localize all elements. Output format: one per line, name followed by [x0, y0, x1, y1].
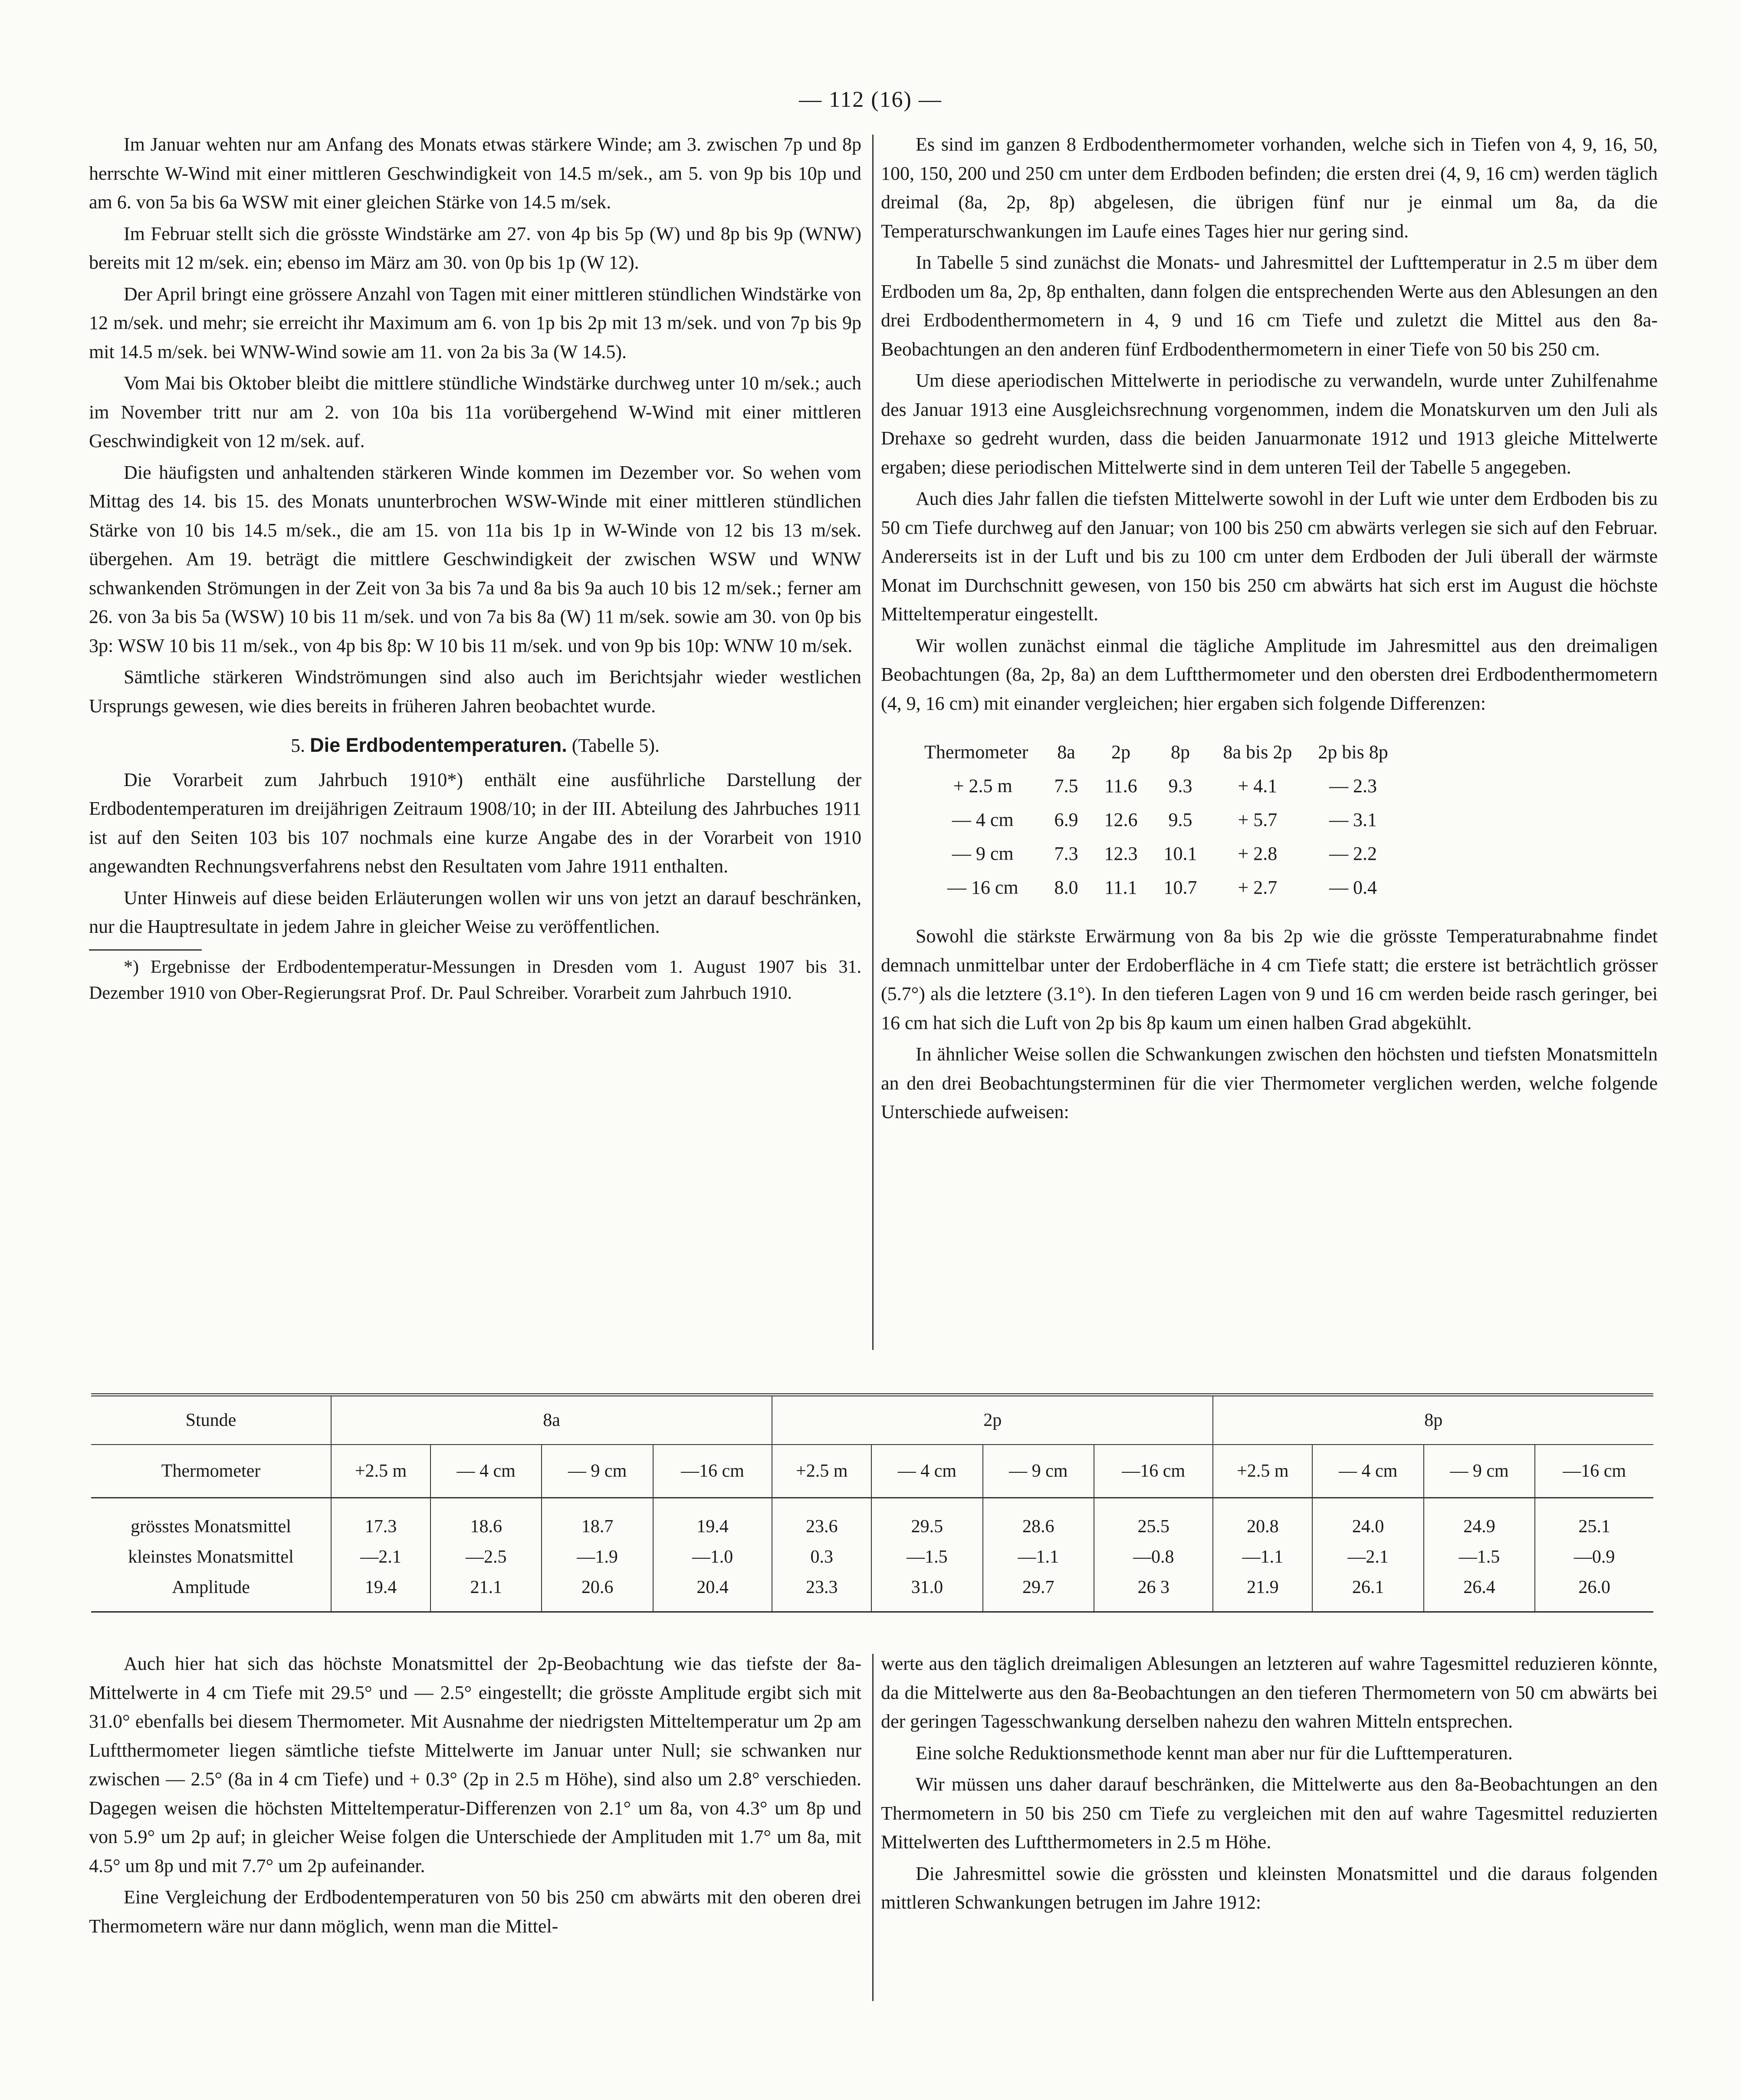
column-header: —16 cm	[1094, 1445, 1213, 1498]
table-header-row	[924, 735, 1401, 769]
table-header-cell: 2p bis 8p	[1318, 741, 1388, 763]
column-header: +2.5 m	[772, 1445, 871, 1498]
group-header: 2p	[772, 1396, 1213, 1445]
paragraph: Eine Vergleichung der Erdbodentemperaturen von 50 bis 250 cm abwärts mit den oberen drei Thermometern wäre nur dann möglich, wenn man die Mittel-	[89, 1886, 861, 1937]
paragraph: Im Februar stellt sich die grösste Windstärke am 27. von 4p bis 5p (W) und 8p bis 9p (WNW) bereits mit 12 m/sek. ein; ebenso im März am 30. von 0p bis 1p (W 12).	[89, 223, 861, 273]
table-cell: 12.3	[1104, 843, 1138, 864]
table-cell: 9.5	[1168, 809, 1192, 830]
table-cell: 0.3	[772, 1542, 871, 1572]
table-cell: 8.0	[1054, 877, 1078, 898]
table-cell: 18.6	[430, 1498, 542, 1542]
column-header: — 4 cm	[871, 1445, 982, 1498]
table-cell: + 4.1	[1238, 775, 1278, 797]
section-title: Die Erdbodentemperaturen.	[310, 734, 567, 756]
table-cell: 20.4	[653, 1572, 772, 1611]
column-header: — 9 cm	[1424, 1445, 1535, 1498]
paragraph: Um diese aperiodischen Mittelwerte in periodische zu verwandeln, wurde unter Zuhilfenahme des Januar 1913 eine Ausgleichsrechnung vorgenommen, indem die Monatskurven um den Juli als Drehaxe so gedreht wurden, dass die beiden Januarmonate 1912 und 1913 gleiche Mittelwerte ergaben; diese periodischen Mittelwerte sind in dem unteren Teil der Tabelle 5 angegeben.	[881, 370, 1658, 478]
table-cell: 21.9	[1213, 1572, 1312, 1611]
table-cell: 26.0	[1535, 1572, 1653, 1611]
column-header: — 4 cm	[430, 1445, 542, 1498]
table-cell: 11.1	[1104, 877, 1137, 898]
table-cell: — 4 cm	[952, 809, 1014, 830]
table-cell: — 9 cm	[952, 843, 1014, 864]
paragraph: Auch hier hat sich das höchste Monatsmittel der 2p-Beobachtung wie das tiefste der 8a-Mittelwerte in 4 cm Tiefe mit 29.5° und — 2.5° eingestellt; die grösste Amplitude ergibt sich mit 31.0° ebenfalls bei diesem Thermometer. Mit Ausnahme der niedrigsten Mitteltemperatur um 2p am Luftthermometer liegen sämtliche tiefste Mittelwerte im Januar unter Null; sie schwanken nur zwischen — 2.5° (8a in 4 cm Tiefe) und + 0.3° (2p in 2.5 m Höhe), sind also um 2.8° verschieden. Dagegen weisen die höchsten Mitteltemperatur-Differenzen von 2.1° um 8a, von 4.3° um 8p und von 5.9° um 2p auf; in gleicher Weise folgen die Unterschiede der Amplituden mit 1.7° um 8a, mit 4.5° um 8p und mit 7.7° um 2p aufeinander.	[89, 1653, 861, 1876]
table-cell: — 0.4	[1329, 877, 1377, 898]
table-cell: + 2.8	[1238, 843, 1278, 864]
paragraph: Die Vorarbeit zum Jahrbuch 1910*) enthält eine ausführliche Darstellung der Erdbodentemperaturen im dreijährigen Zeitraum 1908/10; in der III. Abteilung des Jahrbuches 1911 ist auf den Seiten 103 bis 107 nochmals eine kurze Angabe des in der Vorarbeit von 1910 angewandten Rechnungsverfahrens nebst den Resultaten vom Jahre 1911 enthalten.	[89, 769, 861, 877]
table-row	[924, 803, 1401, 837]
table-cell: —2.1	[1312, 1542, 1423, 1572]
table-cell: 29.5	[871, 1498, 982, 1542]
table-cell: — 16 cm	[947, 877, 1018, 898]
paragraph: Eine solche Reduktionsmethode kennt man aber nur für die Lufttemperaturen.	[916, 1742, 1513, 1764]
table-cell: 19.4	[653, 1498, 772, 1542]
table-header-cell: 8p	[1170, 741, 1190, 763]
table-cell: — 2.2	[1329, 843, 1377, 864]
section-heading	[89, 731, 861, 760]
amplitude-table	[91, 1396, 1653, 1611]
column-header: +2.5 m	[331, 1445, 430, 1498]
table-row	[924, 837, 1401, 871]
table-header-cell: Thermometer	[924, 741, 1028, 763]
table-cell: 7.5	[1054, 775, 1078, 797]
row-label: Amplitude	[172, 1577, 250, 1597]
table-cell: 12.6	[1104, 809, 1138, 830]
table-cell: + 2.7	[1238, 877, 1278, 898]
table-cell: — 3.1	[1329, 809, 1377, 830]
page-number: — 112 (16) —	[799, 87, 942, 112]
table-cell: —1.9	[542, 1542, 653, 1572]
table-row	[924, 769, 1401, 803]
section-number: 5.	[291, 735, 305, 756]
paragraph: Die häufigsten und anhaltenden stärkeren Winde kommen im Dezember vor. So wehen vom Mittag des 14. bis 15. des Monats ununterbrochen WSW-Winde mit einer mittleren stündlichen Stärke von 10 bis 14.5 m/sek., die am 15. von 11a bis 1p in W-Winde von 12 bis 13 m/sek. übergehen. Am 19. beträgt die mittlere Geschwindigkeit der zwischen WSW und WNW schwankenden Strömungen in der Zeit von 3a bis 7a und 8a bis 9a auch 10 bis 12 m/sek.; ferner am 26. von 3a bis 5a (WSW) 10 bis 11 m/sek. und von 7a bis 8a (W) 11 m/sek. sowie am 30. von 0p bis 3p: WSW 10 bis 11 m/sek., von 4p bis 8p: W 10 bis 11 m/sek. und von 9p bis 10p: WNW 10 m/sek.	[89, 461, 861, 656]
table-cell: 23.3	[772, 1572, 871, 1611]
paragraph: Wir müssen uns daher darauf beschränken, die Mittelwerte aus den 8a-Beobachtungen an den Thermometern in 50 bis 250 cm Tiefe zu vergleichen mit den auf wahre Tagesmittel reduzierten Mittelwerten des Luftthermometers in 2.5 m Höhe.	[881, 1774, 1658, 1853]
table-header-cell: 8a bis 2p	[1223, 741, 1292, 763]
table-cell: 29.7	[983, 1572, 1094, 1611]
column-header: —16 cm	[1535, 1445, 1653, 1498]
column-header: — 9 cm	[983, 1445, 1094, 1498]
section-ref: (Tabelle 5).	[572, 735, 660, 756]
table-cell: + 5.7	[1238, 809, 1278, 830]
table-row	[91, 1498, 1653, 1542]
table-cell: 17.3	[331, 1498, 430, 1542]
table-cell: 19.4	[331, 1572, 430, 1611]
table-cell: 7.3	[1054, 843, 1078, 864]
paragraph: Sowohl die stärkste Erwärmung von 8a bis 2p wie die grösste Temperaturabnahme findet demnach unmittelbar unter der Erdoberfläche in 4 cm Tiefe statt; die erstere ist beträchtlich grösser (5.7°) als die letztere (3.1°). In den tieferen Lagen von 9 und 16 cm werden beide rasch geringer, bei 16 cm hat sich die Luft von 2p bis 8p kaum um einen halben Grad abgekühlt.	[881, 925, 1658, 1034]
table-cell: 24.9	[1424, 1498, 1535, 1542]
stunde-label: Stunde	[91, 1396, 331, 1445]
table-cell: 31.0	[871, 1572, 982, 1611]
paragraph: Unter Hinweis auf diese beiden Erläuterungen wollen wir uns von jetzt an darauf beschränken, nur die Hauptresultate in jedem Jahre in gleicher Weise zu veröffentlichen.	[89, 887, 861, 937]
table-cell: 18.7	[542, 1498, 653, 1542]
table-cell: —0.9	[1535, 1542, 1653, 1572]
table-cell: —1.5	[1424, 1542, 1535, 1572]
table-cell: 20.6	[542, 1572, 653, 1611]
left-column	[89, 130, 861, 1009]
table-cell: 26 3	[1094, 1572, 1213, 1611]
amplitude-table-wrap	[91, 1393, 1653, 1613]
table-header-cell: 2p	[1111, 741, 1130, 763]
paragraph: Es sind im ganzen 8 Erdbodenthermometer vorhanden, welche sich in Tiefen von 4, 9, 16, 50, 100, 150, 200 und 250 cm unter dem Erdboden befinden; die ersten drei (4, 9, 16 cm) werden täglich dreimal (8a, 2p, 8p) abgelesen, die übrigen fünf nur je einmal um 8a, da die Temperaturschwankungen im Laufe eines Tages hier nur gering sind.	[881, 134, 1658, 242]
row-label: kleinstes Monatsmittel	[128, 1547, 294, 1567]
paragraph: Auch dies Jahr fallen die tiefsten Mittelwerte sowohl in der Luft wie unter dem Erdboden bis zu 50 cm Tiefe durchweg auf den Januar; von 100 bis 250 cm abwärts verlegen sie sich auf den Februar. Andererseits ist in der Luft und bis zu 100 cm unter dem Erdboden der Juli überall der wärmste Monat im Durchschnitt gewesen, von 150 bis 250 cm abwärts hat sich erst im August die höchste Mitteltemperatur eingestellt.	[881, 488, 1658, 625]
footnote: *) Ergebnisse der Erdbodentemperatur-Messungen in Dresden vom 1. August 1907 bis 31. Dezember 1910 von Ober-Regierungsrat Prof. Dr. Paul Schreiber. Vorarbeit zum Jahrbuch 1910.	[89, 957, 861, 1003]
table-row	[924, 871, 1401, 905]
paragraph: werte aus den täglich dreimaligen Ablesungen an letzteren auf wahre Tagesmittel reduzieren könnte, da die Mittelwerte aus den 8a-Beobachtungen an den tieferen Thermometern von 50 cm abwärts bei der geringen Tagesschwankung derselben nahezu den wahren Mitteln entsprechen.	[881, 1653, 1658, 1732]
table-cell: + 2.5 m	[953, 775, 1012, 797]
table-cell: —1.1	[1213, 1542, 1312, 1572]
group-header: 8a	[331, 1396, 772, 1445]
table-cell: —2.5	[430, 1542, 542, 1572]
table-cell: —1.1	[983, 1542, 1094, 1572]
table-cell: 9.3	[1168, 775, 1192, 797]
table-cell: 6.9	[1054, 809, 1078, 830]
table-cell: 21.1	[430, 1572, 542, 1611]
bottom-left-column	[89, 1649, 861, 1943]
right-column	[881, 130, 1658, 1129]
footnote-rule	[89, 949, 202, 951]
table-cell: 10.7	[1163, 877, 1197, 898]
group-header: 8p	[1213, 1396, 1653, 1445]
paragraph: In Tabelle 5 sind zunächst die Monats- und Jahresmittel der Lufttemperatur in 2.5 m über dem Erdboden um 8a, 2p, 8p enthalten, dann folgen die entsprechenden Werte aus den Ablesungen an den drei Erdbodenthermometern in 4, 9 und 16 cm Tiefe und zuletzt die Mittel aus den 8a-Beobachtungen an den anderen fünf Erdbodenthermometern in einer Tiefe von 50 bis 250 cm.	[881, 252, 1658, 360]
table-cell: 26.4	[1424, 1572, 1535, 1611]
paragraph: Sämtliche stärkeren Windströmungen sind also auch im Berichtsjahr wieder westlichen Ursprungs gewesen, wie dies bereits in früheren Jahren beobachtet wurde.	[89, 666, 861, 717]
table-cell: 11.6	[1104, 775, 1137, 797]
table-cell: 10.1	[1163, 843, 1197, 864]
table-header-row	[91, 1396, 1653, 1445]
thermometer-label: Thermometer	[91, 1445, 331, 1498]
column-divider	[872, 1654, 874, 2001]
column-header: — 9 cm	[542, 1445, 653, 1498]
table-cell: — 2.3	[1329, 775, 1377, 797]
table-row	[91, 1542, 1653, 1572]
column-header: +2.5 m	[1213, 1445, 1312, 1498]
table-cell: 23.6	[772, 1498, 871, 1542]
table-row	[91, 1572, 1653, 1611]
table-cell: 28.6	[983, 1498, 1094, 1542]
column-header: —16 cm	[653, 1445, 772, 1498]
table-top-rule	[91, 1393, 1653, 1396]
table-header-cell: 8a	[1057, 741, 1075, 763]
table-cell: 25.5	[1094, 1498, 1213, 1542]
table-cell: 25.1	[1535, 1498, 1653, 1542]
column-divider	[872, 135, 874, 1350]
paragraph: Wir wollen zunächst einmal die tägliche Amplitude im Jahresmittel aus den dreimaligen Beobachtungen (8a, 2p, 8a) an dem Luftthermometer und den obersten drei Erdbodenthermometern (4, 9, 16 cm) mit einander vergleichen; hier ergaben sich folgende Differenzen:	[881, 635, 1658, 714]
paragraph: Im Januar wehten nur am Anfang des Monats etwas stärkere Winde; am 3. zwischen 7p und 8p herrschte W-Wind mit einer mittleren Geschwindigkeit von 14.5 m/sek., am 5. von 9p bis 10p und am 6. von 5a bis 6a WSW mit einer gleichen Stärke von 14.5 m/sek.	[89, 134, 861, 213]
table-bottom-rule	[91, 1611, 1653, 1613]
differences-table	[924, 735, 1401, 905]
paragraph: Vom Mai bis Oktober bleibt die mittlere stündliche Windstärke durchweg unter 10 m/sek.; auch im November tritt nur am 2. von 10a bis 11a vorübergehend W-Wind mit einer mittleren Geschwindigkeit von 12 m/sek. auf.	[89, 372, 861, 451]
paragraph: Der April bringt eine grössere Anzahl von Tagen mit einer mittleren stündlichen Windstärke von 12 m/sek. und mehr; sie erreicht ihr Maximum am 6. von 1p bis 2p mit 13 m/sek. und von 7p bis 9p mit 14.5 m/sek. bei WNW-Wind sowie am 11. von 2a bis 3a (W 14.5).	[89, 283, 861, 362]
table-cell: 26.1	[1312, 1572, 1423, 1611]
row-label: grösstes Monatsmittel	[131, 1517, 291, 1537]
bottom-right-column	[881, 1649, 1658, 1920]
table-cell: —1.0	[653, 1542, 772, 1572]
table-cell: —2.1	[331, 1542, 430, 1572]
table-cell: —0.8	[1094, 1542, 1213, 1572]
column-header: — 4 cm	[1312, 1445, 1423, 1498]
table-cell: 20.8	[1213, 1498, 1312, 1542]
paragraph: In ähnlicher Weise sollen die Schwankungen zwischen den höchsten und tiefsten Monatsmitteln an den drei Beobachtungsterminen für die vier Thermometer verglichen werden, welche folgende Unterschiede aufweisen:	[881, 1043, 1658, 1122]
table-header-row	[91, 1445, 1653, 1498]
table-cell: —1.5	[871, 1542, 982, 1572]
table-cell: 24.0	[1312, 1498, 1423, 1542]
paragraph: Die Jahresmittel sowie die grössten und kleinsten Monatsmittel und die daraus folgenden mittleren Schwankungen betrugen im Jahre 1912:	[881, 1863, 1658, 1913]
